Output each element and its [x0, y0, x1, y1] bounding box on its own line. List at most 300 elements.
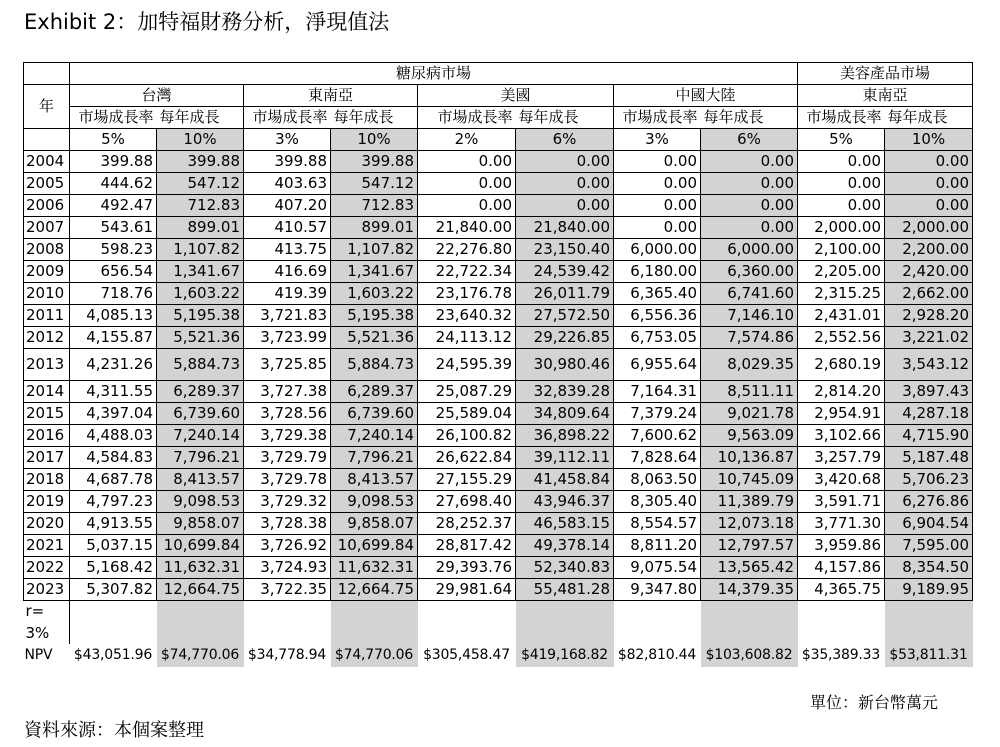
value-cell: 6,955.64: [614, 349, 701, 381]
value-cell: 0.00: [701, 151, 798, 173]
footer-spacer: [516, 622, 614, 644]
value-cell: 0.00: [614, 217, 701, 239]
year-cell: 2013: [24, 349, 70, 381]
value-cell: 3,726.92: [244, 535, 331, 557]
value-cell: 399.88: [157, 151, 244, 173]
npv-value: $103,608.82: [701, 644, 798, 667]
value-cell: 3,729.79: [244, 447, 331, 469]
value-cell: 8,413.57: [157, 469, 244, 491]
npv-value: $82,810.44: [617, 647, 697, 663]
value-cell: 3,728.38: [244, 513, 331, 535]
value-cell: 399.88: [244, 151, 331, 173]
table-row: [24, 403, 973, 425]
table-row: [24, 151, 973, 173]
growth-rate-header: 5%: [70, 129, 157, 151]
value-cell: 5,307.82: [70, 579, 157, 601]
value-cell: 3,729.32: [244, 491, 331, 513]
value-cell: 12,664.75: [331, 579, 418, 601]
footer-spacer: [70, 601, 157, 623]
value-cell: 6,289.37: [331, 381, 418, 403]
value-cell: 0.00: [798, 151, 885, 173]
growth-rate-header: 3%: [244, 129, 331, 151]
value-cell: 9,858.07: [157, 513, 244, 535]
value-cell: 9,347.80: [614, 579, 701, 601]
value-cell: 6,000.00: [701, 239, 798, 261]
value-cell: 1,107.82: [157, 239, 244, 261]
value-cell: 7,240.14: [331, 425, 418, 447]
value-cell: 2,680.19: [798, 349, 885, 381]
discount-rate-value: 3%: [24, 622, 70, 644]
value-cell: 7,164.31: [614, 381, 701, 403]
npv-value: $53,811.31: [885, 644, 973, 667]
value-cell: 1,107.82: [331, 239, 418, 261]
sublabel-annual-growth: 每年成長: [516, 107, 614, 129]
value-cell: 547.12: [157, 173, 244, 195]
value-cell: 0.00: [418, 151, 516, 173]
value-cell: 29,226.85: [516, 327, 614, 349]
value-cell: 3,722.35: [244, 579, 331, 601]
value-cell: 30,980.46: [516, 349, 614, 381]
value-cell: 11,632.31: [331, 557, 418, 579]
footer-spacer: [701, 601, 798, 623]
header-row-sublabels: [24, 107, 973, 129]
value-cell: 0.00: [418, 195, 516, 217]
value-cell: 1,341.67: [331, 261, 418, 283]
header-row-region: [24, 85, 973, 107]
value-cell: 27,698.40: [418, 491, 516, 513]
table-row: [24, 327, 973, 349]
year-cell: 2023: [24, 579, 70, 601]
year-cell: 2021: [24, 535, 70, 557]
value-cell: 7,379.24: [614, 403, 701, 425]
value-cell: 9,858.07: [331, 513, 418, 535]
table-row: [24, 491, 973, 513]
value-cell: 8,811.20: [614, 535, 701, 557]
footer-spacer: [701, 622, 798, 644]
value-cell: 6,739.60: [331, 403, 418, 425]
npv-value: $35,389.33: [801, 647, 881, 663]
value-cell: 8,511.11: [701, 381, 798, 403]
year-cell: 2007: [24, 217, 70, 239]
footer-spacer: [418, 601, 516, 623]
sublabel-annual-growth: 每年成長: [885, 107, 973, 129]
footer-spacer: [244, 601, 331, 623]
footer-spacer: [614, 622, 701, 644]
sublabel-market-growth-rate: 市場成長率: [244, 107, 331, 129]
rate-row-spacer: [24, 129, 70, 151]
table-row: [24, 283, 973, 305]
value-cell: 0.00: [885, 195, 973, 217]
value-cell: 4,157.86: [798, 557, 885, 579]
value-cell: 2,431.01: [798, 305, 885, 327]
value-cell: 21,840.00: [418, 217, 516, 239]
discount-rate-label: r=: [24, 601, 70, 623]
value-cell: 4,287.18: [885, 403, 973, 425]
value-cell: 899.01: [157, 217, 244, 239]
region-usa: 美國: [418, 85, 614, 107]
value-cell: 2,928.20: [885, 305, 973, 327]
value-cell: 24,113.12: [418, 327, 516, 349]
year-header: 年: [24, 85, 70, 129]
value-cell: 4,397.04: [70, 403, 157, 425]
value-cell: 718.76: [70, 283, 157, 305]
value-cell: 22,722.34: [418, 261, 516, 283]
value-cell: 0.00: [798, 195, 885, 217]
footer-spacer: [331, 622, 418, 644]
value-cell: 12,664.75: [157, 579, 244, 601]
footer-spacer: [885, 622, 973, 644]
value-cell: 3,897.43: [885, 381, 973, 403]
value-cell: 3,420.68: [798, 469, 885, 491]
footer-spacer: [885, 601, 973, 623]
exhibit-title: Exhibit 2：加特福財務分析，淨現值法: [24, 10, 390, 34]
value-cell: 3,723.99: [244, 327, 331, 349]
header-row-rates: [24, 129, 973, 151]
value-cell: 0.00: [614, 195, 701, 217]
value-cell: 7,574.86: [701, 327, 798, 349]
value-cell: 24,539.42: [516, 261, 614, 283]
value-cell: 6,276.86: [885, 491, 973, 513]
value-cell: 10,745.09: [701, 469, 798, 491]
value-cell: 22,276.80: [418, 239, 516, 261]
value-cell: 3,724.93: [244, 557, 331, 579]
value-cell: 9,189.95: [885, 579, 973, 601]
value-cell: 399.88: [70, 151, 157, 173]
value-cell: 4,085.13: [70, 305, 157, 327]
value-cell: 5,037.15: [70, 535, 157, 557]
table-row: [24, 173, 973, 195]
value-cell: 2,200.00: [885, 239, 973, 261]
value-cell: 8,554.57: [614, 513, 701, 535]
value-cell: 0.00: [798, 173, 885, 195]
value-cell: 4,488.03: [70, 425, 157, 447]
value-cell: 419.39: [244, 283, 331, 305]
year-cell: 2018: [24, 469, 70, 491]
value-cell: 43,946.37: [516, 491, 614, 513]
value-cell: 403.63: [244, 173, 331, 195]
source-note: 資料來源：本個案整理: [24, 720, 204, 741]
value-cell: 9,075.54: [614, 557, 701, 579]
npv-table-container: [23, 62, 973, 667]
value-cell: 5,884.73: [331, 349, 418, 381]
value-cell: 4,231.26: [70, 349, 157, 381]
npv-value: $74,770.06: [331, 644, 418, 667]
value-cell: 26,100.82: [418, 425, 516, 447]
value-cell: 9,098.53: [331, 491, 418, 513]
table-row: [24, 535, 973, 557]
year-cell: 2015: [24, 403, 70, 425]
value-cell: 3,102.66: [798, 425, 885, 447]
value-cell: 6,904.54: [885, 513, 973, 535]
footer-spacer: [157, 601, 244, 623]
npv-value: $34,778.94: [247, 647, 327, 663]
value-cell: 25,087.29: [418, 381, 516, 403]
value-cell: 10,699.84: [157, 535, 244, 557]
value-cell: 5,706.23: [885, 469, 973, 491]
sublabel-market-growth-rate: 市場成長率: [70, 107, 157, 129]
footer-spacer: [331, 601, 418, 623]
value-cell: 0.00: [516, 173, 614, 195]
value-cell: 5,884.73: [157, 349, 244, 381]
value-cell: 6,000.00: [614, 239, 701, 261]
header-row-group: [24, 63, 973, 85]
sublabel-annual-growth: 每年成長: [701, 107, 798, 129]
value-cell: 0.00: [418, 173, 516, 195]
value-cell: 29,981.64: [418, 579, 516, 601]
value-cell: 23,176.78: [418, 283, 516, 305]
footer-row-rate: [24, 622, 973, 644]
value-cell: 1,603.22: [331, 283, 418, 305]
footer-row-r: [24, 601, 973, 623]
value-cell: 2,000.00: [885, 217, 973, 239]
value-cell: 3,728.56: [244, 403, 331, 425]
year-cell: 2005: [24, 173, 70, 195]
value-cell: 399.88: [331, 151, 418, 173]
table-row: [24, 217, 973, 239]
growth-rate-header: 6%: [701, 129, 798, 151]
footer-spacer: [157, 622, 244, 644]
value-cell: 10,136.87: [701, 447, 798, 469]
table-row: [24, 557, 973, 579]
sublabel-annual-growth: 每年成長: [157, 107, 244, 129]
value-cell: 24,595.39: [418, 349, 516, 381]
value-cell: 0.00: [701, 173, 798, 195]
value-cell: 8,063.50: [614, 469, 701, 491]
value-cell: 3,727.38: [244, 381, 331, 403]
value-cell: 0.00: [701, 195, 798, 217]
value-cell: 5,521.36: [157, 327, 244, 349]
table-row: [24, 469, 973, 491]
table-row: [24, 349, 973, 381]
value-cell: 4,584.83: [70, 447, 157, 469]
value-cell: 0.00: [885, 151, 973, 173]
value-cell: 6,289.37: [157, 381, 244, 403]
npv-value: $305,458.47: [423, 647, 510, 663]
value-cell: 6,753.05: [614, 327, 701, 349]
value-cell: 26,011.79: [516, 283, 614, 305]
year-cell: 2006: [24, 195, 70, 217]
year-cell: 2008: [24, 239, 70, 261]
value-cell: 8,029.35: [701, 349, 798, 381]
value-cell: 5,187.48: [885, 447, 973, 469]
value-cell: 416.69: [244, 261, 331, 283]
value-cell: 6,556.36: [614, 305, 701, 327]
table-row: [24, 261, 973, 283]
year-cell: 2011: [24, 305, 70, 327]
value-cell: 28,252.37: [418, 513, 516, 535]
year-cell: 2022: [24, 557, 70, 579]
value-cell: 5,195.38: [157, 305, 244, 327]
value-cell: 899.01: [331, 217, 418, 239]
value-cell: 2,420.00: [885, 261, 973, 283]
value-cell: 9,563.09: [701, 425, 798, 447]
value-cell: 26,622.84: [418, 447, 516, 469]
npv-value: $43,051.96: [73, 647, 153, 663]
footer-spacer: [798, 622, 885, 644]
value-cell: 2,205.00: [798, 261, 885, 283]
sublabel-annual-growth: 每年成長: [331, 107, 418, 129]
footer-spacer: [70, 622, 157, 644]
group-diabetes-market: 糖尿病市場: [70, 63, 798, 85]
value-cell: 2,814.20: [798, 381, 885, 403]
value-cell: 3,729.78: [244, 469, 331, 491]
region-china: 中國大陸: [614, 85, 798, 107]
value-cell: 1,603.22: [157, 283, 244, 305]
value-cell: 547.12: [331, 173, 418, 195]
value-cell: 0.00: [516, 151, 614, 173]
value-cell: 4,913.55: [70, 513, 157, 535]
value-cell: 3,591.71: [798, 491, 885, 513]
npv-table: [23, 62, 973, 667]
value-cell: 444.62: [70, 173, 157, 195]
value-cell: 9,021.78: [701, 403, 798, 425]
value-cell: 25,589.04: [418, 403, 516, 425]
value-cell: 52,340.83: [516, 557, 614, 579]
value-cell: 0.00: [516, 195, 614, 217]
growth-rate-header: 10%: [331, 129, 418, 151]
value-cell: 2,662.00: [885, 283, 973, 305]
value-cell: 0.00: [614, 151, 701, 173]
value-cell: 21,840.00: [516, 217, 614, 239]
value-cell: 4,687.78: [70, 469, 157, 491]
year-cell: 2009: [24, 261, 70, 283]
footer-spacer: [418, 622, 516, 644]
growth-rate-header: 10%: [157, 129, 244, 151]
value-cell: 6,180.00: [614, 261, 701, 283]
value-cell: 2,315.25: [798, 283, 885, 305]
value-cell: 34,809.64: [516, 403, 614, 425]
npv-label: NPV: [24, 647, 53, 663]
region-southeast-asia-beauty: 東南亞: [798, 85, 973, 107]
value-cell: 7,146.10: [701, 305, 798, 327]
value-cell: 13,565.42: [701, 557, 798, 579]
value-cell: 2,100.00: [798, 239, 885, 261]
value-cell: 7,828.64: [614, 447, 701, 469]
year-cell: 2017: [24, 447, 70, 469]
value-cell: 46,583.15: [516, 513, 614, 535]
value-cell: 4,311.55: [70, 381, 157, 403]
header-corner: [24, 63, 70, 85]
value-cell: 543.61: [70, 217, 157, 239]
value-cell: 41,458.84: [516, 469, 614, 491]
value-cell: 8,305.40: [614, 491, 701, 513]
value-cell: 23,150.40: [516, 239, 614, 261]
table-row: [24, 305, 973, 327]
value-cell: 12,797.57: [701, 535, 798, 557]
value-cell: 4,715.90: [885, 425, 973, 447]
sublabel-market-growth-rate: 市場成長率: [798, 107, 885, 129]
value-cell: 1,341.67: [157, 261, 244, 283]
value-cell: 2,000.00: [798, 217, 885, 239]
region-southeast-asia: 東南亞: [244, 85, 418, 107]
value-cell: 407.20: [244, 195, 331, 217]
value-cell: 0.00: [614, 173, 701, 195]
value-cell: 6,360.00: [701, 261, 798, 283]
footer-row-npv: [24, 644, 973, 667]
footer-spacer: [614, 601, 701, 623]
sublabel-market-growth-rate: 市場成長率: [614, 107, 701, 129]
year-cell: 2019: [24, 491, 70, 513]
table-row: [24, 381, 973, 403]
value-cell: 4,365.75: [798, 579, 885, 601]
sublabel-market-growth-rate: 市場成長率: [418, 107, 516, 129]
table-row: [24, 195, 973, 217]
value-cell: 27,572.50: [516, 305, 614, 327]
growth-rate-header: 2%: [418, 129, 516, 151]
value-cell: 5,521.36: [331, 327, 418, 349]
value-cell: 6,739.60: [157, 403, 244, 425]
value-cell: 4,797.23: [70, 491, 157, 513]
table-row: [24, 447, 973, 469]
year-cell: 2016: [24, 425, 70, 447]
value-cell: 598.23: [70, 239, 157, 261]
year-cell: 2014: [24, 381, 70, 403]
value-cell: 3,771.30: [798, 513, 885, 535]
table-row: [24, 239, 973, 261]
value-cell: 5,195.38: [331, 305, 418, 327]
year-cell: 2004: [24, 151, 70, 173]
value-cell: 712.83: [157, 195, 244, 217]
value-cell: 0.00: [885, 173, 973, 195]
value-cell: 7,595.00: [885, 535, 973, 557]
value-cell: 5,168.42: [70, 557, 157, 579]
footer-spacer: [244, 622, 331, 644]
value-cell: 6,741.60: [701, 283, 798, 305]
value-cell: 36,898.22: [516, 425, 614, 447]
value-cell: 3,725.85: [244, 349, 331, 381]
value-cell: 2,552.56: [798, 327, 885, 349]
value-cell: 10,699.84: [331, 535, 418, 557]
group-beauty-market: 美容產品市場: [798, 63, 973, 85]
value-cell: 410.57: [244, 217, 331, 239]
value-cell: 9,098.53: [157, 491, 244, 513]
value-cell: 8,354.50: [885, 557, 973, 579]
value-cell: 3,721.83: [244, 305, 331, 327]
value-cell: 39,112.11: [516, 447, 614, 469]
value-cell: 11,632.31: [157, 557, 244, 579]
value-cell: 7,796.21: [157, 447, 244, 469]
value-cell: 11,389.79: [701, 491, 798, 513]
year-cell: 2012: [24, 327, 70, 349]
npv-value: $74,770.06: [157, 644, 244, 667]
value-cell: 49,378.14: [516, 535, 614, 557]
value-cell: 3,257.79: [798, 447, 885, 469]
growth-rate-header: 5%: [798, 129, 885, 151]
value-cell: 0.00: [701, 217, 798, 239]
value-cell: 7,240.14: [157, 425, 244, 447]
value-cell: 6,365.40: [614, 283, 701, 305]
growth-rate-header: 10%: [885, 129, 973, 151]
value-cell: 32,839.28: [516, 381, 614, 403]
unit-note: 單位：新台幣萬元: [810, 693, 939, 712]
value-cell: 712.83: [331, 195, 418, 217]
value-cell: 2,954.91: [798, 403, 885, 425]
value-cell: 413.75: [244, 239, 331, 261]
table-row: [24, 513, 973, 535]
year-cell: 2010: [24, 283, 70, 305]
value-cell: 29,393.76: [418, 557, 516, 579]
value-cell: 12,073.18: [701, 513, 798, 535]
value-cell: 3,221.02: [885, 327, 973, 349]
region-taiwan: 台灣: [70, 85, 244, 107]
value-cell: 492.47: [70, 195, 157, 217]
footer-spacer: [798, 601, 885, 623]
value-cell: 3,959.86: [798, 535, 885, 557]
value-cell: 4,155.87: [70, 327, 157, 349]
value-cell: 7,600.62: [614, 425, 701, 447]
value-cell: 27,155.29: [418, 469, 516, 491]
value-cell: 7,796.21: [331, 447, 418, 469]
